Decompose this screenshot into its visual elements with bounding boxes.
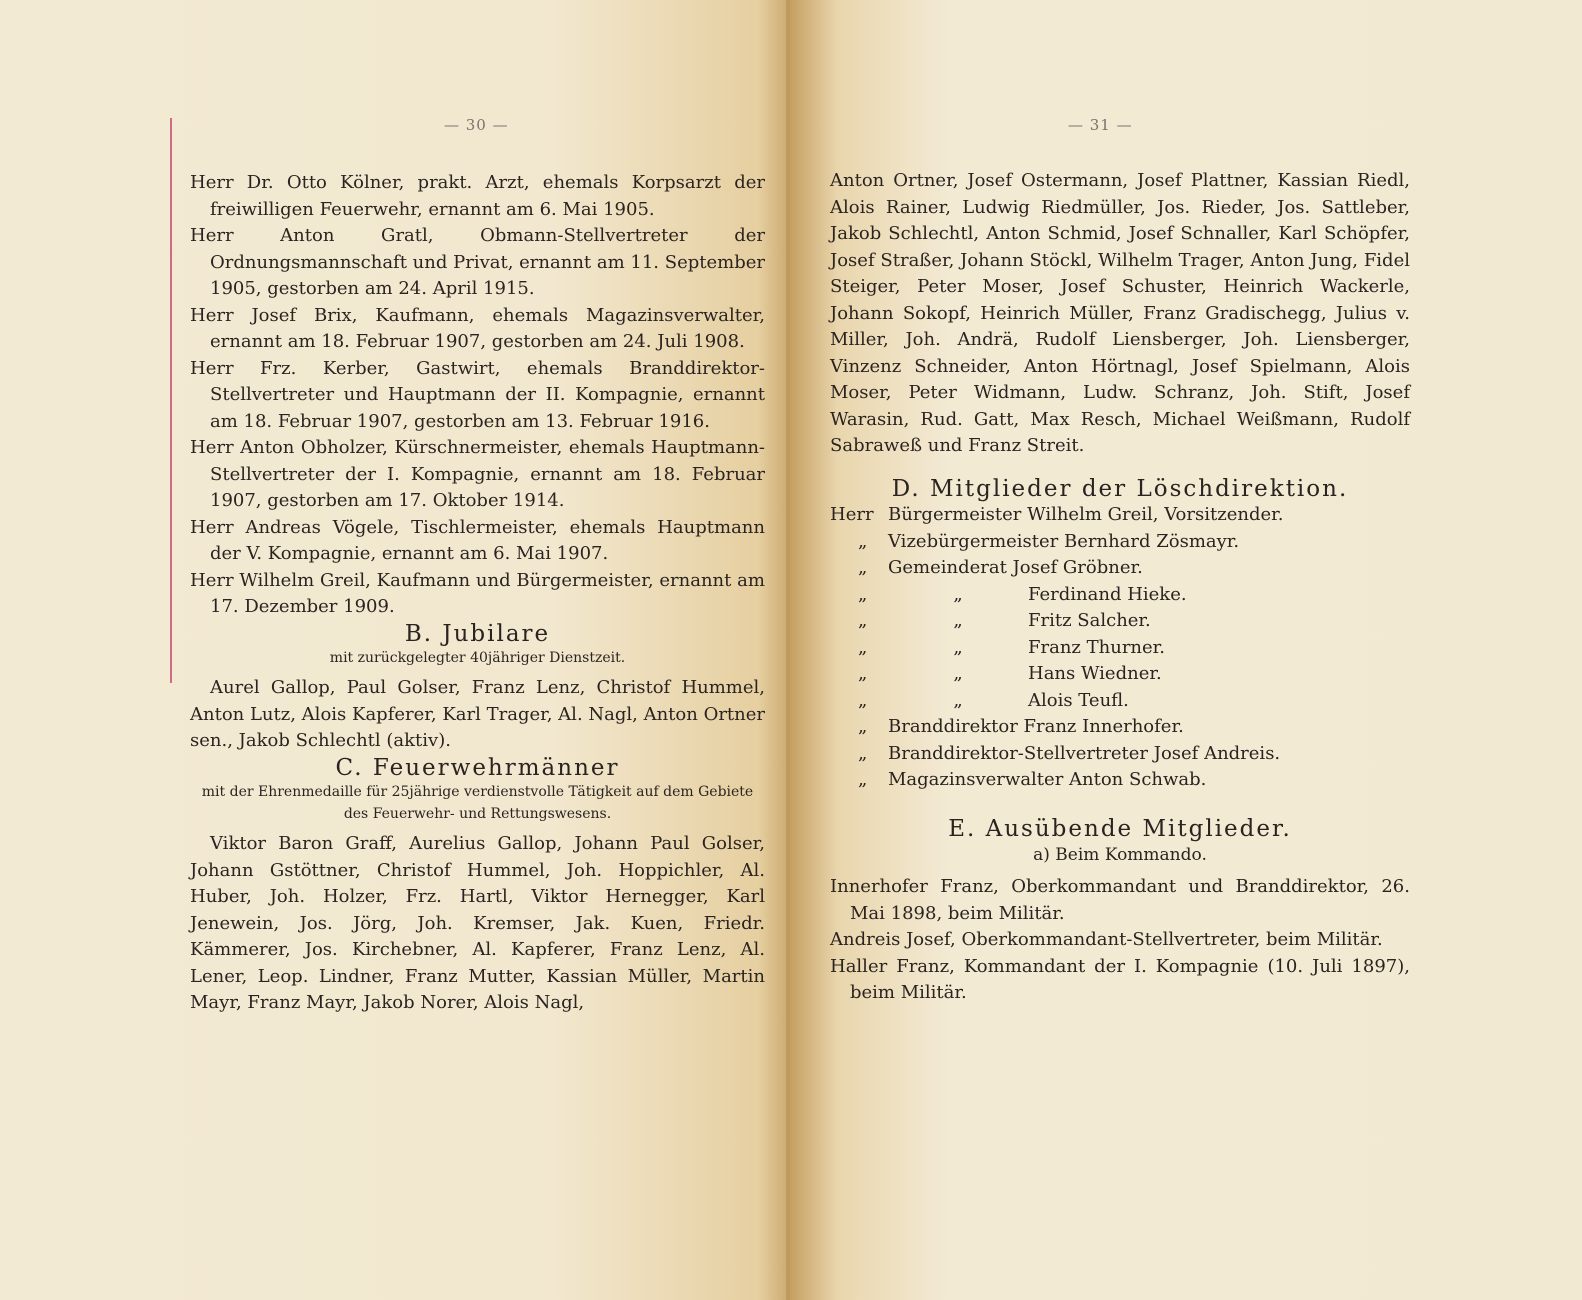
- section-b-text: Aurel Gallop, Paul Golser, Franz Lenz, Christof Hummel, Anton Lutz, Alois Kapferer, Karl Trager, Al. Nagl, Anton Ortner sen., Jakob Schlechtl (aktiv).: [190, 677, 766, 751]
- directorate-row: „ Magazinsverwalter Anton Schwab.: [858, 769, 1207, 790]
- honorary-member-entry: Herr Frz. Kerber, Gastwirt, ehemals Branddirektor-Stellvertreter und Hauptmann der II. Kompagnie, ernannt am 18. Februar 1907, gestorben am 13. Februar 1916.: [190, 357, 765, 432]
- section-c-subheading: mit der Ehrenmedaille für 25jährige verdienstvolle Tätigkeit auf dem Gebiete des Feuerwehr- und Rettungswesens.: [201, 784, 754, 822]
- directorate-row: „ „ Fritz Salcher.: [858, 610, 1151, 631]
- section-b-heading: B. Jubilare: [404, 620, 551, 647]
- directorate-row: „ Branddirektor-Stellvertreter Josef Andreis.: [858, 742, 1281, 764]
- honorary-member-entry: Herr Dr. Otto Kölner, prakt. Arzt, ehemals Korpsarzt der freiwilligen Feuerwehr, ernannt am 6. Mai 1905.: [190, 172, 765, 220]
- left-page: [0, 0, 790, 1300]
- section-c-heading: C. Feuerwehrmänner: [335, 754, 620, 781]
- directorate-list: [830, 502, 1410, 794]
- margin-pencil-line: [170, 118, 172, 683]
- directorate-row: „ Gemeinderat Josef Gröbner.: [858, 557, 1143, 578]
- directorate-row: „ „ Franz Thurner.: [858, 636, 1166, 658]
- active-member-entry: Andreis Josef, Oberkommandant-Stellvertreter, beim Militär.: [830, 929, 1383, 950]
- section-e-subheading: a) Beim Kommando.: [1033, 845, 1207, 865]
- honorary-member-entry: Herr Andreas Vögele, Tischlermeister, ehemals Hauptmann der V. Kompagnie, ernannt am 6. Mai 1907.: [190, 516, 765, 564]
- section-d-heading: D. Mitglieder der Löschdirektion.: [891, 475, 1349, 502]
- directorate-row: „ Vizebürgermeister Bernhard Zösmayr.: [858, 530, 1240, 552]
- honorary-member-entry: Herr Anton Gratl, Obmann-Stellvertreter der Ordnungsmannschaft und Privat, ernannt am 11. September 1905, gestorben am 24. April 1915.: [190, 225, 765, 299]
- right-page-text: [830, 168, 1410, 1007]
- directorate-row: „ „ Ferdinand Hieke.: [858, 583, 1187, 605]
- directorate-row: „ Branddirektor Franz Innerhofer.: [858, 716, 1184, 737]
- page-number-31: — 31 —: [1068, 116, 1133, 134]
- honorary-member-entry: Herr Anton Obholzer, Kürschnermeister, ehemals Hauptmann-Stellvertreter der I. Kompagnie, ernannt am 18. Februar 1907, gestorben am 17. Oktober 1914.: [190, 437, 765, 511]
- section-c-text: Viktor Baron Graff, Aurelius Gallop, Johann Paul Golser, Johann Gstöttner, Christof Hummel, Joh. Hoppichler, Al. Huber, Joh. Holzer, Frz. Hartl, Viktor Hernegger, Karl Jenewein, Jos. Jörg, Joh. Kremser, Jak. Kuen, Friedr. Kämmerer, Jos. Kirchebner, Al. Kapferer, Franz Lenz, Al. Lener, Leop. Lindner, Franz Mutter, Kassian Müller, Martin Mayr, Franz Mayr, Jakob Norer, Alois Nagl,: [190, 833, 765, 1013]
- honorary-member-entry: Herr Wilhelm Greil, Kaufmann und Bürgermeister, ernannt am 17. Dezember 1909.: [190, 569, 765, 617]
- left-page-text: [190, 170, 765, 1017]
- continuation-text: Anton Ortner, Josef Ostermann, Josef Plattner, Kassian Riedl, Alois Rainer, Ludwig Riedmüller, Jos. Rieder, Jos. Sattleber, Jakob Schlechtl, Anton Schmid, Josef Schnaller, Karl Schöpfer, Josef Straßer, Johann Stöckl, Wilhelm Trager, Anton Jung, Fidel Steiger, Peter Moser, Josef Schuster, Heinrich Wackerle, Johann Sokopf, Heinrich Müller, Franz Gradischegg, Julius v. Miller, Joh. Andrä, Rudolf Liensberger, Joh. Liensberger, Vinzenz Schneider, Anton Hörtnagl, Josef Spielmann, Alois Moser, Peter Widmann, Ludw. Schranz, Joh. Stift, Josef Warasin, Rud. Gatt, Max Resch, Michael Weißmann, Rudolf Sabraweß und Franz Streit.: [830, 170, 1410, 456]
- active-member-entry: Innerhofer Franz, Oberkommandant und Branddirektor, 26. Mai 1898, beim Militär.: [830, 876, 1410, 924]
- directorate-row: „ „ Hans Wiedner.: [858, 663, 1162, 684]
- section-e-heading: E. Ausübende Mitglieder.: [948, 815, 1292, 842]
- directorate-row: Herr Bürgermeister Wilhelm Greil, Vorsitzender.: [830, 504, 1284, 525]
- section-b-subheading: mit zurückgelegter 40jähriger Dienstzeit.: [329, 650, 626, 666]
- active-member-entry: Haller Franz, Kommandant der I. Kompagnie (10. Juli 1897), beim Militär.: [830, 955, 1410, 1003]
- right-page: [790, 0, 1582, 1300]
- directorate-row: „ „ Alois Teufl.: [858, 689, 1129, 711]
- honorary-member-entry: Herr Josef Brix, Kaufmann, ehemals Magazinsverwalter, ernannt am 18. Februar 1907, gestorben am 24. Juli 1908.: [190, 304, 765, 352]
- page-number-30: — 30 —: [444, 116, 509, 134]
